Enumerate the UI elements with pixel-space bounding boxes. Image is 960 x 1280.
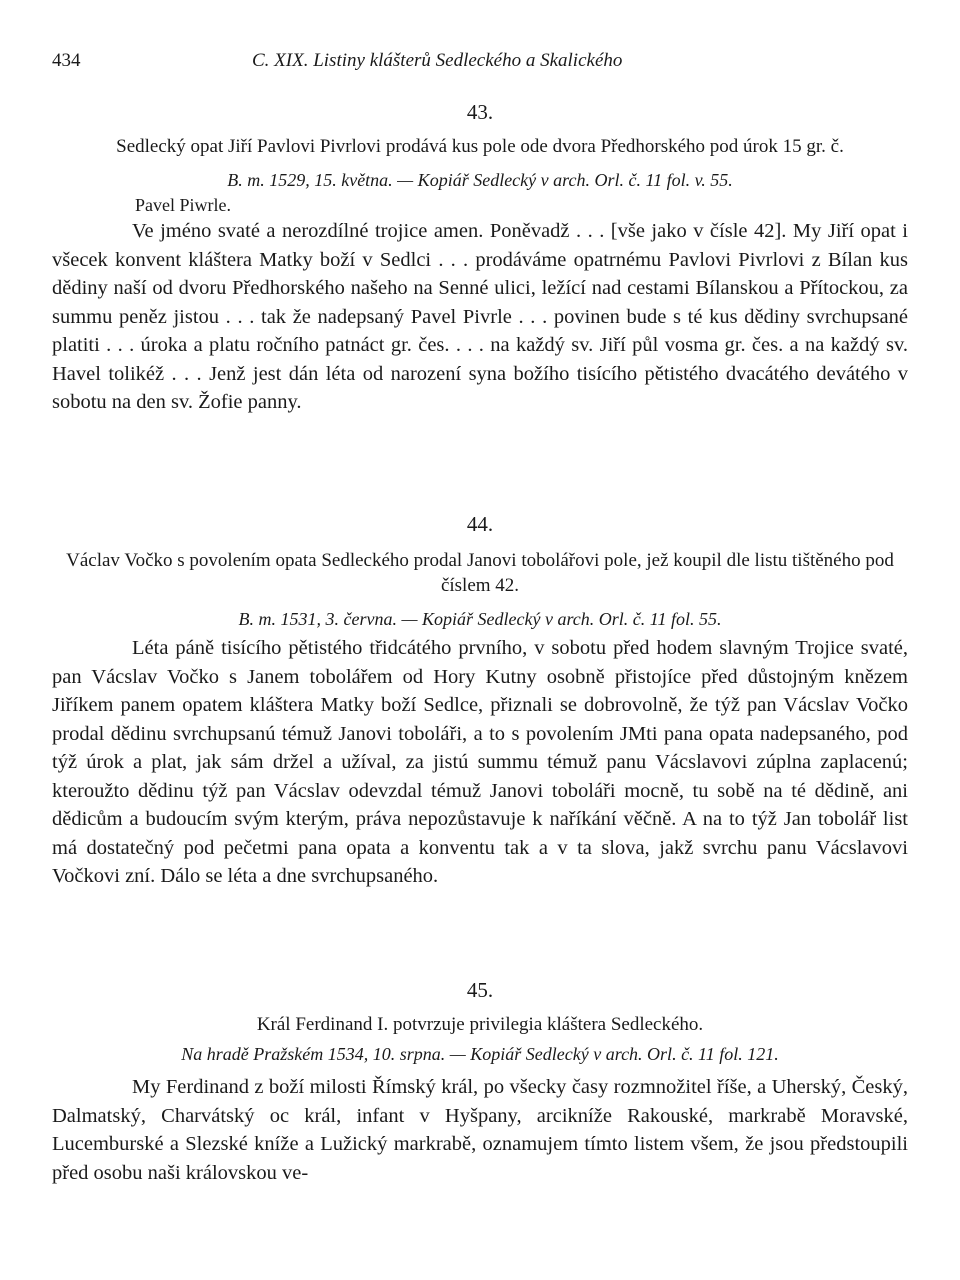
running-title: C. XIX. Listiny klášterů Sedleckého a Skalického xyxy=(252,50,623,71)
charter-number: 44. xyxy=(466,512,494,536)
charter-citation: B. m. 1529, 15. května. — Kopiář Sedlecký v arch. Orl. č. 11 fol. v. 55. xyxy=(227,170,733,190)
charter-citation: B. m. 1531, 3. června. — Kopiář Sedlecký v arch. Orl. č. 11 fol. 55. xyxy=(238,609,722,629)
charter-text: Ve jméno svaté a nerozdílné trojice amen. Poněvadž . . . [vše jako v čísle 42]. My Jiří opat i všecek konvent kláštera Matky boží v Sedlci . . . prodáváme opatrnému Pavlovi Pivrlovi z Bílan kus dědiny naší od dvoru Předhorského našeho na Senné ulici, ležící nad cestami Bílanskou a Přítockou, za summu peněz jistou . . . tak že nadepsaný Pavel Pivrle . . . povinen bude s té kus dědiny svrchupsané platiti . . . úroka a platu ročního patnáct gr. čes. . . . na každý sv. Jiří půl vosma gr. čes. a na každý sv. Havel tolikéž . . . Jenž jest dán léta od narození syna božího tisícího pětistého dvacátého devátého v sobotu na den sv. Žofie panny. xyxy=(52,220,908,413)
charter-summary: Král Ferdinand I. potvrzuje privilegia kláštera Sedleckého. xyxy=(256,1014,704,1035)
charter-45 xyxy=(52,976,908,1187)
charter-text: Léta páně tisícího pětistého třidcátého prvního, v sobotu před hodem slavným Trojice svaté, pan Vácslav Vočko s Janem tobolářem od Hory Kutny osobně přistojíce před důstojným knězem Jiříkem panem opatem kláštera Matky boží Sedlce, přiznali se dobrovolně, že týž pan Vácslav Vočko prodal dědinu svrchupsanú témuž Janovi toboláři, a to s povolením JMti pana opata nadepsaného, pod týž úrok a plat, jak sám držel a užíval, za jistú summu témuž panu Vácslavovi zúplna zaplacenú; kteroužto dědinu týž pan Vácslav odevzdal témuž Janovi toboláři mocně, tu sobě na té dědině, ani dědicům a budoucím svým kterým, práva nepozůstavuje k naříkání věčně. A na to týž Jan tobolář list má dostatečný pod pečetmi pana opata a konventu tak a v ta slova, jakž svrchu panu Vácslavovi Vočkovi zní. Dálo se léta a dne svrchupsaného. xyxy=(52,637,908,887)
charter-summary: Václav Vočko s povolením opata Sedleckého prodal Janovi tobolářovi pole, jež koupil dle listu tištěného pod číslem 42. xyxy=(66,550,894,596)
charter-number: 45. xyxy=(466,978,494,1002)
charter-summary: Sedlecký opat Jiří Pavlovi Pivrlovi prodává kus pole ode dvora Předhorského pod úrok 15 gr. č. xyxy=(116,136,844,157)
charter-text: My Ferdinand z boží milosti Římský král, po všecky časy rozmnožitel říše, a Uherský, Český, Dalmatský, Charvátský oc král, infant v Hyšpany, arcikníže Rakouské, markrabě Moravské, Lucemburské a Slezské kníže a Lužický markrabě, oznamujem tímto listem všem, že jsou předstoupili před osobu naši královskou ve- xyxy=(52,1076,908,1184)
page-number: 434 xyxy=(52,50,81,71)
charter-address: Pavel Piwrle. xyxy=(135,195,231,215)
charter-citation: Na hradě Pražském 1534, 10. srpna. — Kopiář Sedlecký v arch. Orl. č. 11 fol. 121. xyxy=(181,1044,779,1064)
charter-number: 43. xyxy=(466,100,494,124)
running-header xyxy=(52,50,908,78)
charter-44 xyxy=(52,510,908,891)
charter-43 xyxy=(52,98,908,417)
